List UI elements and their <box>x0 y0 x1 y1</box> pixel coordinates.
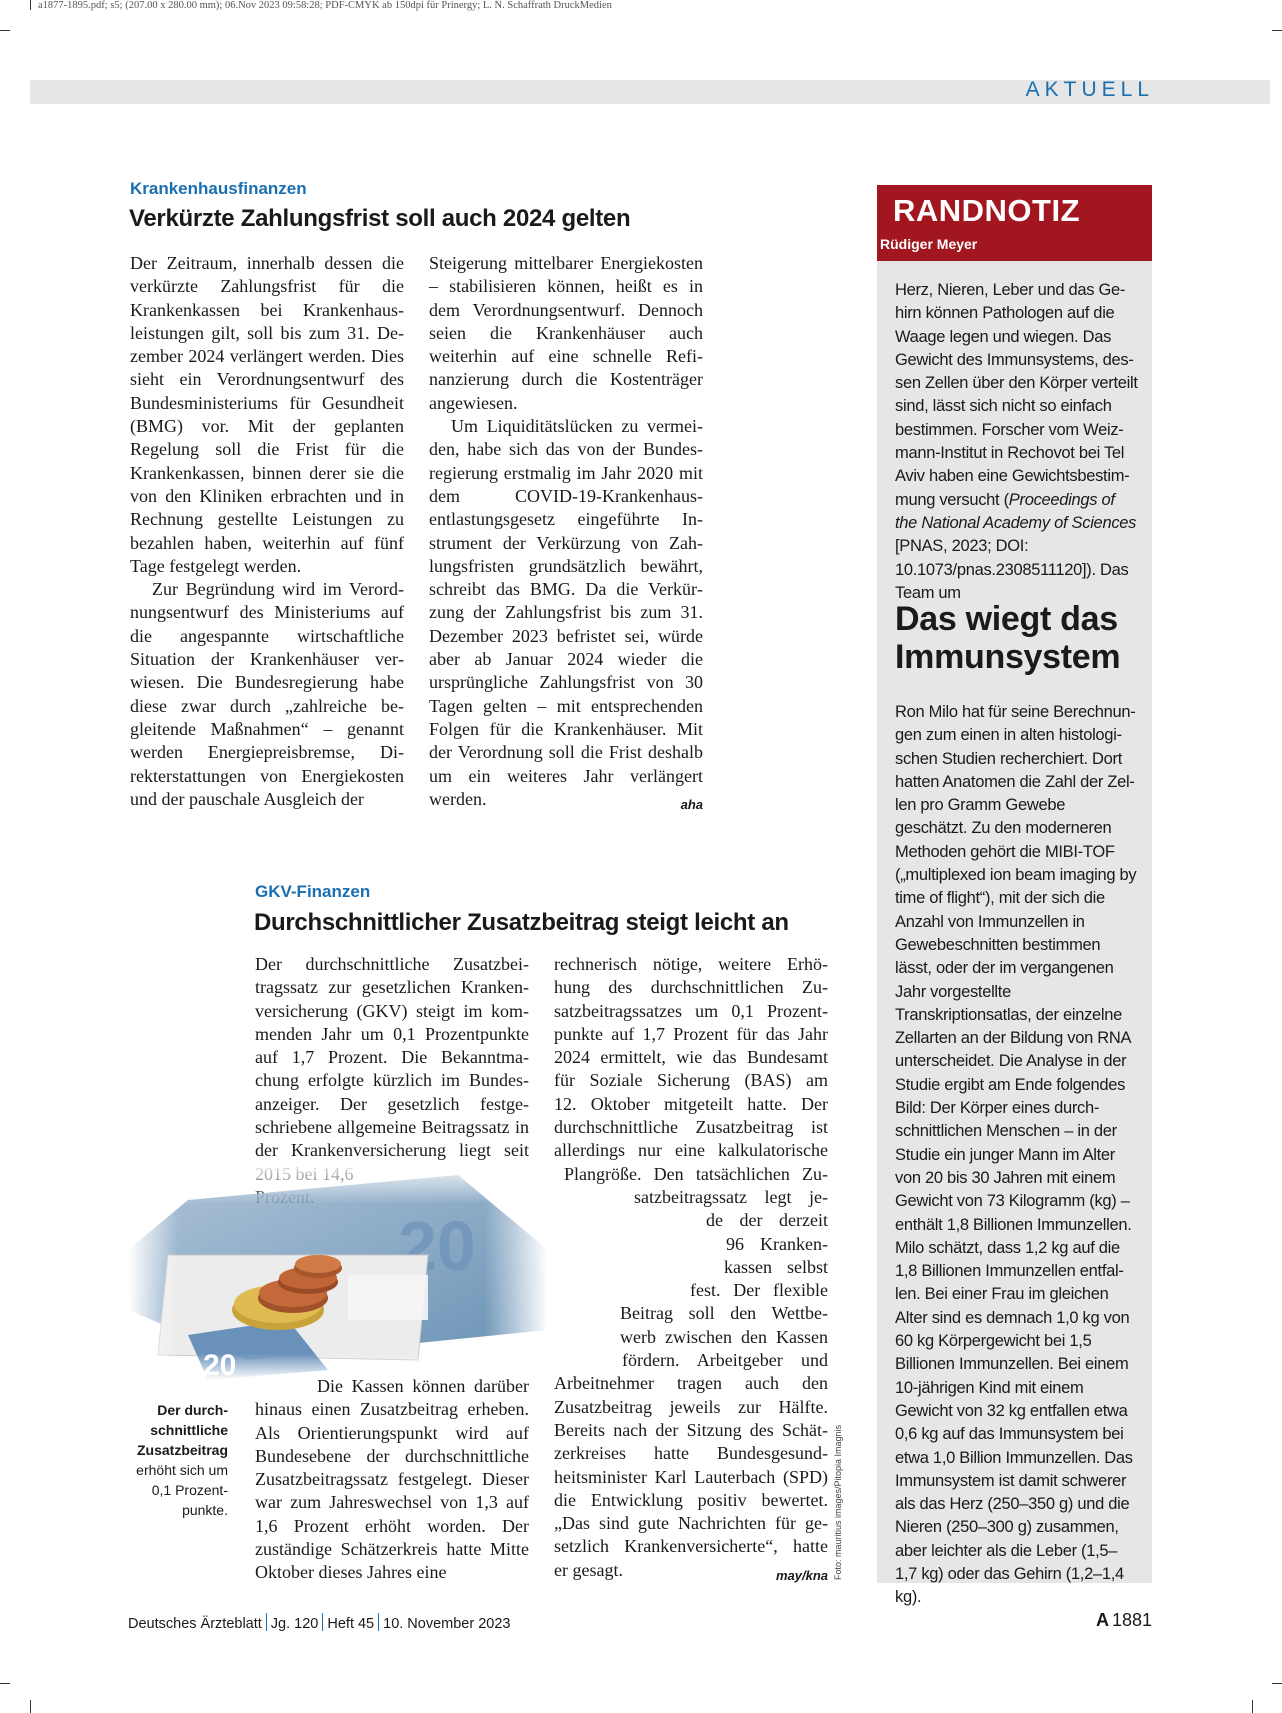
sidebar-title: RANDNOTIZ <box>893 193 1081 228</box>
article2-paragraph: Der durchschnittliche Zusatzbeitragssatz zur gesetzlichen Krankenversicherung (GKV) steigt im kommenden Jahr um 0,1 Prozentpunkte auf 1,7 Prozent. Die Bekanntmachung erfolgte kürzlich im Bundesanzeiger. Der gesetzlich festgeschriebene allgemeine Beitragssatz in der Krankenversicherung liegt seit <box>255 954 529 1161</box>
crop-mark-left-top <box>0 30 10 31</box>
article2-line: heitsminister Karl Lauterbach (SPD) <box>554 1466 828 1487</box>
article2-line: „Das sind gute Nachrichten für ge- <box>554 1513 828 1534</box>
article1-paragraph: Zur Begründung wird im Verordnungsentwurf des Ministeriums auf die angespannte wirtschaftliche Situation der Krankenhäuser verwiesen. Die Bundesregierung habe diese zwar durch „zahlreiche begleitende Maßnahmen“ – genannt werden Energiepreisbremse, Direkterstattungen von Energiekosten und der pauschale Ausgleich der <box>130 579 404 809</box>
photo-caption-bold: Der durchschnittliche Zusatzbeitrag <box>136 1402 228 1458</box>
article2-line: allerdings nur eine kalkulatorische <box>554 1140 828 1161</box>
article2-line: kassen selbst <box>724 1256 828 1277</box>
article2-headline: Durchschnittlicher Zusatzbeitrag steigt leicht an <box>254 909 789 936</box>
footer-volume: Jg. 120 <box>270 1616 319 1632</box>
sidebar-author: Rüdiger Meyer <box>880 236 978 252</box>
article2-line: rechnerisch nötige, weitere Erhö- <box>554 954 828 974</box>
article2-line: punkte auf 1,7 Prozent für das Jahr <box>554 1023 828 1044</box>
sidebar-intro <box>895 279 1139 605</box>
article1-paragraph: Steigerung mittelbarer Energiekosten – stabilisieren können, heißt es in dem Verordnungsentwurf. Dennoch seien die Krankenhäuser auch weiterhin auf eine schnelle Refinanzierung durch die Kostenträger angewiesen. <box>429 253 703 413</box>
print-metadata: a1877-1895.pdf; s5; (207.00 x 280.00 mm); 06.Nov 2023 09:58:28; PDF-CMYK ab 150dpi für Prinergy; L. N. Schaffrath DruckMedien <box>38 0 612 11</box>
article2-line: 12. Oktober mitgeteilt hatte. Der <box>554 1093 828 1114</box>
page-prefix: A <box>1095 1610 1109 1630</box>
sidebar-intro-paragraph <box>895 279 1139 605</box>
article1-signature: aha <box>680 796 703 812</box>
article2-line: de der derzeit <box>706 1210 828 1231</box>
photo-caption <box>128 1400 228 1520</box>
article2-line: durchschnittliche Zusatzbeitrag ist <box>554 1117 828 1138</box>
sidebar-intro-tail: [PNAS, 2023; DOI: 10.1073/pnas.2308511120]). Das Team um <box>895 537 1129 602</box>
article2-line: Bereits nach der Sitzung des Schät- <box>554 1419 828 1440</box>
photo-credit <box>831 1424 851 1580</box>
article1-kicker: Krankenhausfinanzen <box>130 179 307 198</box>
crop-mark-bottom-left <box>30 1700 31 1713</box>
article2-line: werb zwischen den Kassen <box>620 1326 828 1347</box>
sidebar-big-title: Das wiegt das Immunsystem <box>895 600 1121 676</box>
article1-headline: Verkürzte Zahlungsfrist soll auch 2024 gelten <box>129 205 631 232</box>
page-number <box>1096 1610 1152 1631</box>
article1-paragraph <box>429 415 703 811</box>
article2-line: fest. Der flexible <box>690 1280 828 1301</box>
footer-date: 10. November 2023 <box>383 1616 511 1632</box>
article2-last-line <box>554 1559 828 1582</box>
article2-line: Zusatzbeitrag jeweils zur Hälfte. <box>554 1396 828 1417</box>
footer-separator <box>322 1613 323 1631</box>
article2-line: 96 Kranken- <box>726 1233 828 1254</box>
article1-column-2 <box>429 252 703 816</box>
article2-line: satzbeitragssatz legt je- <box>634 1186 828 1207</box>
article2-line: hung des durchschnittlichen Zu- <box>554 977 828 998</box>
crop-mark-right-top <box>1272 30 1282 31</box>
article2-line: für Soziale Sicherung (BAS) am <box>554 1070 828 1091</box>
article2-kicker: GKV-Finanzen <box>255 882 371 901</box>
article2-line: 2024 ermittelt, wie das Bundesamt <box>554 1047 828 1068</box>
sidebar-body <box>895 701 1139 1610</box>
article2-line: er gesagt. <box>554 1559 623 1580</box>
article2-paragraph: Die Kassen können darüber hinaus einen Zusatzbeitrag erheben. Als Orientierungspunkt wird auf Bundesebene der durchschnittliche Zusatzbeitragssatz festgelegt. Dieser war zum Jahreswechsel von 1,3 auf 1,6 Prozent erhöht worden. Der zuständige Schätzerkreis hatte Mitte Oktober dieses Jahres eine <box>255 1376 529 1583</box>
article2-line: Beitrag soll den Wettbe- <box>620 1303 828 1324</box>
article2-line: satzbeitragssatzes um 0,1 Prozent- <box>554 1000 828 1021</box>
photo-euro-notes-insurance-card <box>128 1160 548 1380</box>
article2-column-1-bottom <box>255 1375 529 1585</box>
footer-journal: Deutsches Ärzteblatt <box>128 1616 262 1632</box>
article2-line: die Entwicklung positiv bewertet. <box>554 1489 828 1510</box>
article2-line: Plangröße. Den tatsächlichen Zu- <box>564 1163 828 1184</box>
article1-column-1 <box>130 252 404 811</box>
footer-issue: Heft 45 <box>327 1616 375 1632</box>
article2-line: zerkreises hatte Bundesgesund- <box>554 1443 828 1464</box>
article2-line: setzlich Krankenversicherte“, hatte <box>554 1536 828 1557</box>
sidebar-intro-text: Herz, Nieren, Leber und das Gehirn können Pathologen auf die Waage legen und wiegen. Das Gewicht des Immunsystems, dessen Zellen über den Körper verteilt sind, lässt sich nicht so einfach bestimmen. Forscher vom Weizmann-Institut in Rechovot bei Tel Aviv haben eine Gewichtsbestimmung versucht ( <box>895 281 1138 509</box>
photo-credit-text: Foto: mauritius images/Pitopia Imagnis <box>833 1424 843 1580</box>
crop-mark-bottom-right <box>1252 1700 1253 1713</box>
crop-mark-left-bottom <box>0 1683 10 1684</box>
photo-caption-text: erhöht sich um 0,1 Prozentpunkte. <box>136 1462 228 1518</box>
article2-line: Arbeitnehmer tragen auch den <box>554 1373 828 1394</box>
article2-line: fördern. Arbeitgeber und <box>622 1350 828 1371</box>
article2-signature: may/kna <box>775 1567 828 1583</box>
crop-mark-right-bottom <box>1272 1683 1282 1684</box>
sidebar-body-paragraph: Ron Milo hat für seine Berechnungen zum einen in alten histologischen Studien recherchiert. Dort hatten Anatomen die Zahl der Zellen pro Gramm Gewebe geschätzt. Zu den moderneren Methoden gehört die MIBI-TOF („multiplexed ion beam imaging by time of flight“), mit der sich die Anzahl von Immunzellen in Gewebeschnitten bestimmen lässt, oder der im vergangenen Jahr vorgestellte Transkriptionsatlas, der einzelne Zellarten an der Bildung von RNA unterscheidet. Die Analyse in der Studie ergibt am Ende folgendes Bild: Der Körper eines durchschnittlichen Menschen – in der Studie ein junger Mann im Alter von 20 bis 30 Jahren mit einem Gewicht von 73 Kilogramm (kg) – enthält 1,8 Billionen Immunzellen. Milo schätzt, dass 1,2 kg auf die 1,8 Billionen Immunzellen entfallen. Bei einer Frau im gleichen Alter sind es demnach 1,0 kg von 60 kg Körpergewicht bei 1,5 Billionen Immunzellen. Bei einem 10-jährigen Kind mit einem Gewicht von 32 kg entfallen etwa 0,6 kg auf das Immunsystem bei etwa 1,0 Billion Immunzellen. Das Immunsystem ist damit schwerer als das Herz (250–350 g) und die Nieren (250–300 g) zusammen, aber leichter als die Leber (1,5–1,7 kg) oder das Gehirn (1,2–1,4 kg). <box>895 703 1137 1607</box>
crop-mark-top-left <box>30 0 31 10</box>
sidebar-intro-journal: Proceedings of the National Academy of Sciences <box>895 490 1137 532</box>
footer-citation <box>128 1613 510 1632</box>
page-number-value: 1881 <box>1111 1610 1152 1630</box>
article1-paragraph-text: Um Liquiditätslücken zu vermeiden, habe sich das von der Bundesregierung erstmalig im Jahr 2020 mit dem COVID-19-Krankenhausentlastungsgesetz eingeführte Instrument der Verkürzung von Zahlungsfristen grundsätzlich bewährt, schreibt das BMG. Da die Verkürzung der Zahlungsfrist bis zum 31. Dezember 2023 befristet sei, würde aber ab Januar 2024 wieder die ursprüngliche Zahlungsfrist von 30 Tagen gelten – mit entsprechenden Folgen für die Krankenhäuser. Mit der Verordnung soll die Frist deshalb um ein weiteres Jahr verlängert werden. <box>429 416 703 809</box>
article1-paragraph: Der Zeitraum, innerhalb dessen die verkürzte Zahlungsfrist für die Krankenkassen bei Krankenhausleistungen gilt, soll bis zum 31. Dezember 2024 verlängert werden. Dies sieht ein Verordnungsentwurf des Bundesministeriums für Gesundheit (BMG) vor. Mit der geplanten Regelung soll die Frist für die Krankenkassen, binnen derer sie die von den Kliniken erbrachten und in Rechnung gestellte Leistungen zu bezahlen haben, weiterhin auf fünf Tage festgelegt werden. <box>130 253 404 576</box>
footer-separator <box>378 1613 379 1631</box>
section-label: AKTUELL <box>1025 78 1154 101</box>
article2-column-2 <box>554 953 828 1587</box>
footer-separator <box>266 1613 267 1631</box>
